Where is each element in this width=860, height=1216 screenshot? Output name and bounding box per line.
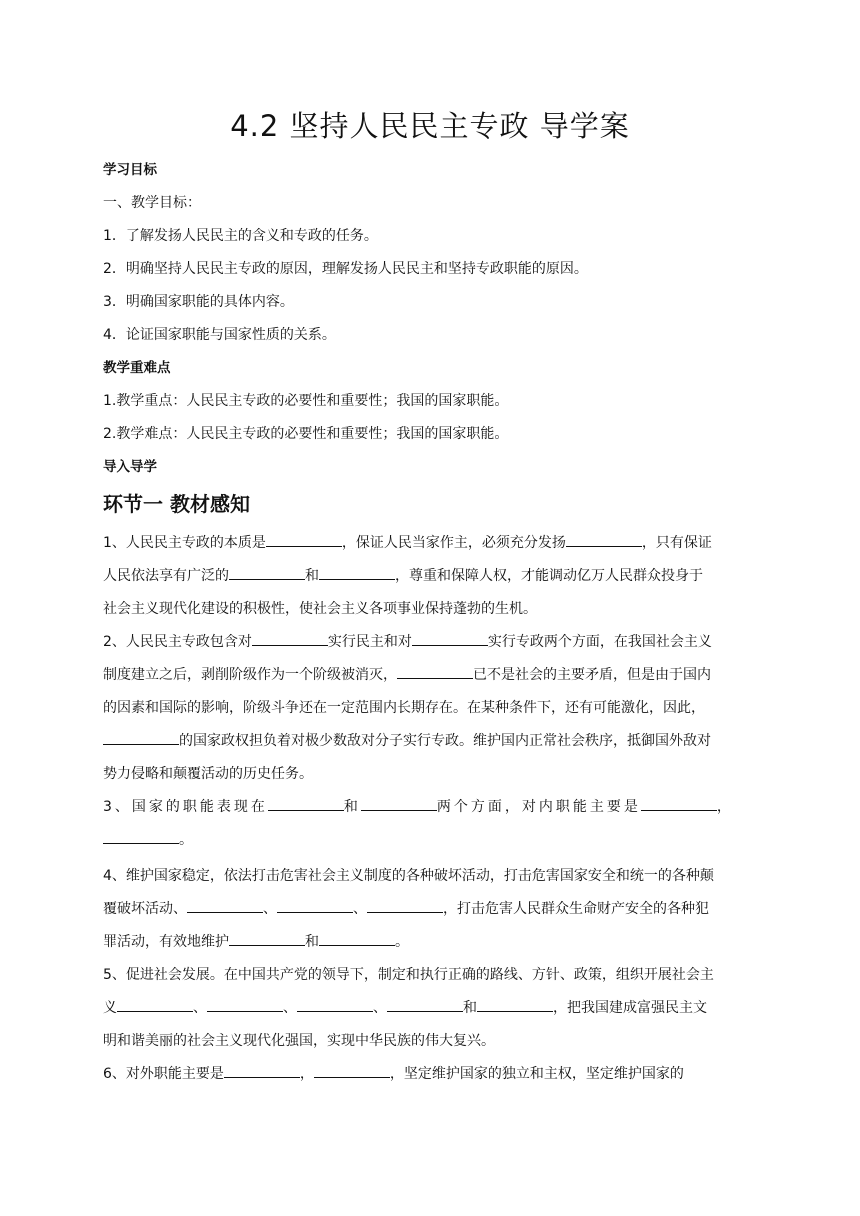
fill-blank[interactable] (566, 531, 642, 547)
fill-blank[interactable] (387, 996, 463, 1012)
document-title: 4.2 坚持人民民主专政 导学案 (230, 109, 630, 143)
q2-text: 制度建立之后，剥削阶级作为一个阶级被消灭， (103, 667, 397, 683)
q1-text: 社会主义现代化建设的积极性，使社会主义各项事业保持蓬勃的生机。 (103, 601, 537, 617)
fill-blank[interactable] (187, 897, 263, 913)
fill-blank[interactable] (314, 1062, 390, 1078)
fill-blank[interactable] (277, 897, 353, 913)
q4-text: 4、维护国家稳定，依法打击危害社会主义制度的各种破坏活动，打击危害国家安全和统一的各种颠 (103, 868, 714, 884)
question-1 (103, 527, 767, 626)
q2-text: 已不是社会的主要矛盾，但是由于国内 (473, 667, 711, 683)
q3-text: 3、国家的职能表现在 (103, 799, 268, 815)
q4-text: 。 (395, 934, 409, 950)
q5-text: 、 (373, 1000, 387, 1016)
q2-text: 的因素和国际的影响，阶级斗争还在一定范围内长期存在。在某种条件下，还有可能激化，因此， (103, 700, 705, 716)
q5-text: 5、促进社会发展。在中国共产党的领导下，制定和执行正确的路线、方针、政策，组织开展社会主 (103, 967, 714, 983)
q6-text: ， (299, 1066, 314, 1082)
fill-blank[interactable] (297, 996, 373, 1012)
q2-text: 势力侵略和颠覆活动的历史任务。 (103, 766, 313, 782)
q2-text: 实行专政两个方面，在我国社会主义 (487, 634, 712, 650)
q4-text: 覆破坏活动、 (103, 901, 187, 917)
q6-text: ，坚定维护国家的独立和主权，坚定维护国家的 (389, 1066, 684, 1082)
q2-text: 的国家政权担负着对极少数敌对分子实行专政。维护国内正常社会秩序，抵御国外敌对 (179, 733, 711, 749)
fill-blank[interactable] (319, 930, 395, 946)
fill-blank[interactable] (477, 996, 553, 1012)
q1-text: 人民依法享有广泛的 (103, 568, 229, 584)
fill-blank[interactable] (412, 630, 488, 646)
objective-item: 4．论证国家职能与国家性质的关系。 (103, 327, 336, 343)
q3-text: 。 (179, 832, 193, 848)
question-6 (103, 1058, 767, 1091)
q5-text: ，把我国建成富强民主文 (553, 1000, 707, 1016)
fill-blank[interactable] (268, 795, 344, 811)
q2-text: 2、人民民主专政包含对 (103, 634, 252, 650)
q1-text: ，尊重和保障人权，才能调动亿万人民群众投身于 (395, 568, 703, 584)
fill-blank[interactable] (252, 630, 328, 646)
fill-blank[interactable] (103, 729, 179, 745)
fill-blank[interactable] (207, 996, 283, 1012)
fill-blank[interactable] (641, 795, 717, 811)
q4-text: 、 (353, 901, 367, 917)
objectives-heading: 学习目标 (103, 162, 157, 178)
objective-item: 1．了解发扬人民民主的含义和专政的任务。 (103, 228, 378, 244)
question-5 (103, 959, 767, 1058)
fill-blank[interactable] (229, 564, 305, 580)
q5-text: 义 (103, 1000, 117, 1016)
key-point-item: 1.教学重点：人民民主专政的必要性和重要性；我国的国家职能。 (103, 393, 509, 409)
document-body (103, 154, 767, 1091)
q3-text: ， (716, 799, 734, 815)
intro-heading: 导入导学 (103, 459, 157, 475)
question-2 (103, 626, 767, 791)
fill-blank[interactable] (266, 531, 342, 547)
fill-blank[interactable] (229, 930, 305, 946)
q5-text: 、 (193, 1000, 207, 1016)
section-heading: 环节一 教材感知 (103, 492, 250, 516)
fill-blank[interactable] (397, 663, 473, 679)
q4-text: 、 (263, 901, 277, 917)
q1-text: ，保证人民当家作主，必须充分发扬 (341, 535, 566, 551)
q6-text: 6、对外职能主要是 (103, 1066, 224, 1082)
q3-text: 两个方面，对内职能主要是 (436, 799, 641, 815)
key-point-item: 2.教学难点：人民民主专政的必要性和重要性；我国的国家职能。 (103, 426, 509, 442)
fill-blank[interactable] (117, 996, 193, 1012)
q4-text: 和 (305, 934, 319, 950)
q3-text: 和 (343, 799, 361, 815)
fill-blank[interactable] (319, 564, 395, 580)
q5-text: 和 (463, 1000, 477, 1016)
q5-text: 明和谐美丽的社会主义现代化强国，实现中华民族的伟大复兴。 (103, 1033, 495, 1049)
fill-blank[interactable] (367, 897, 443, 913)
objective-item: 2．明确坚持人民民主专政的原因，理解发扬人民民主和坚持专政职能的原因。 (103, 261, 588, 277)
q5-text: 、 (283, 1000, 297, 1016)
question-4 (103, 860, 767, 959)
fill-blank[interactable] (224, 1062, 300, 1078)
q4-text: 罪活动，有效地维护 (103, 934, 229, 950)
q1-text: 和 (305, 568, 319, 584)
q4-text: ，打击危害人民群众生命财产安全的各种犯 (443, 901, 709, 917)
q1-text: ，只有保证 (641, 535, 712, 551)
key-points-heading: 教学重难点 (103, 360, 171, 376)
objective-item: 3．明确国家职能的具体内容。 (103, 294, 294, 310)
fill-blank[interactable] (361, 795, 437, 811)
question-3 (103, 791, 767, 857)
q2-text: 实行民主和对 (327, 634, 412, 650)
objectives-subheading: 一、教学目标： (103, 195, 201, 211)
fill-blank[interactable] (103, 828, 179, 844)
q1-text: 1、人民民主专政的本质是 (103, 535, 266, 551)
